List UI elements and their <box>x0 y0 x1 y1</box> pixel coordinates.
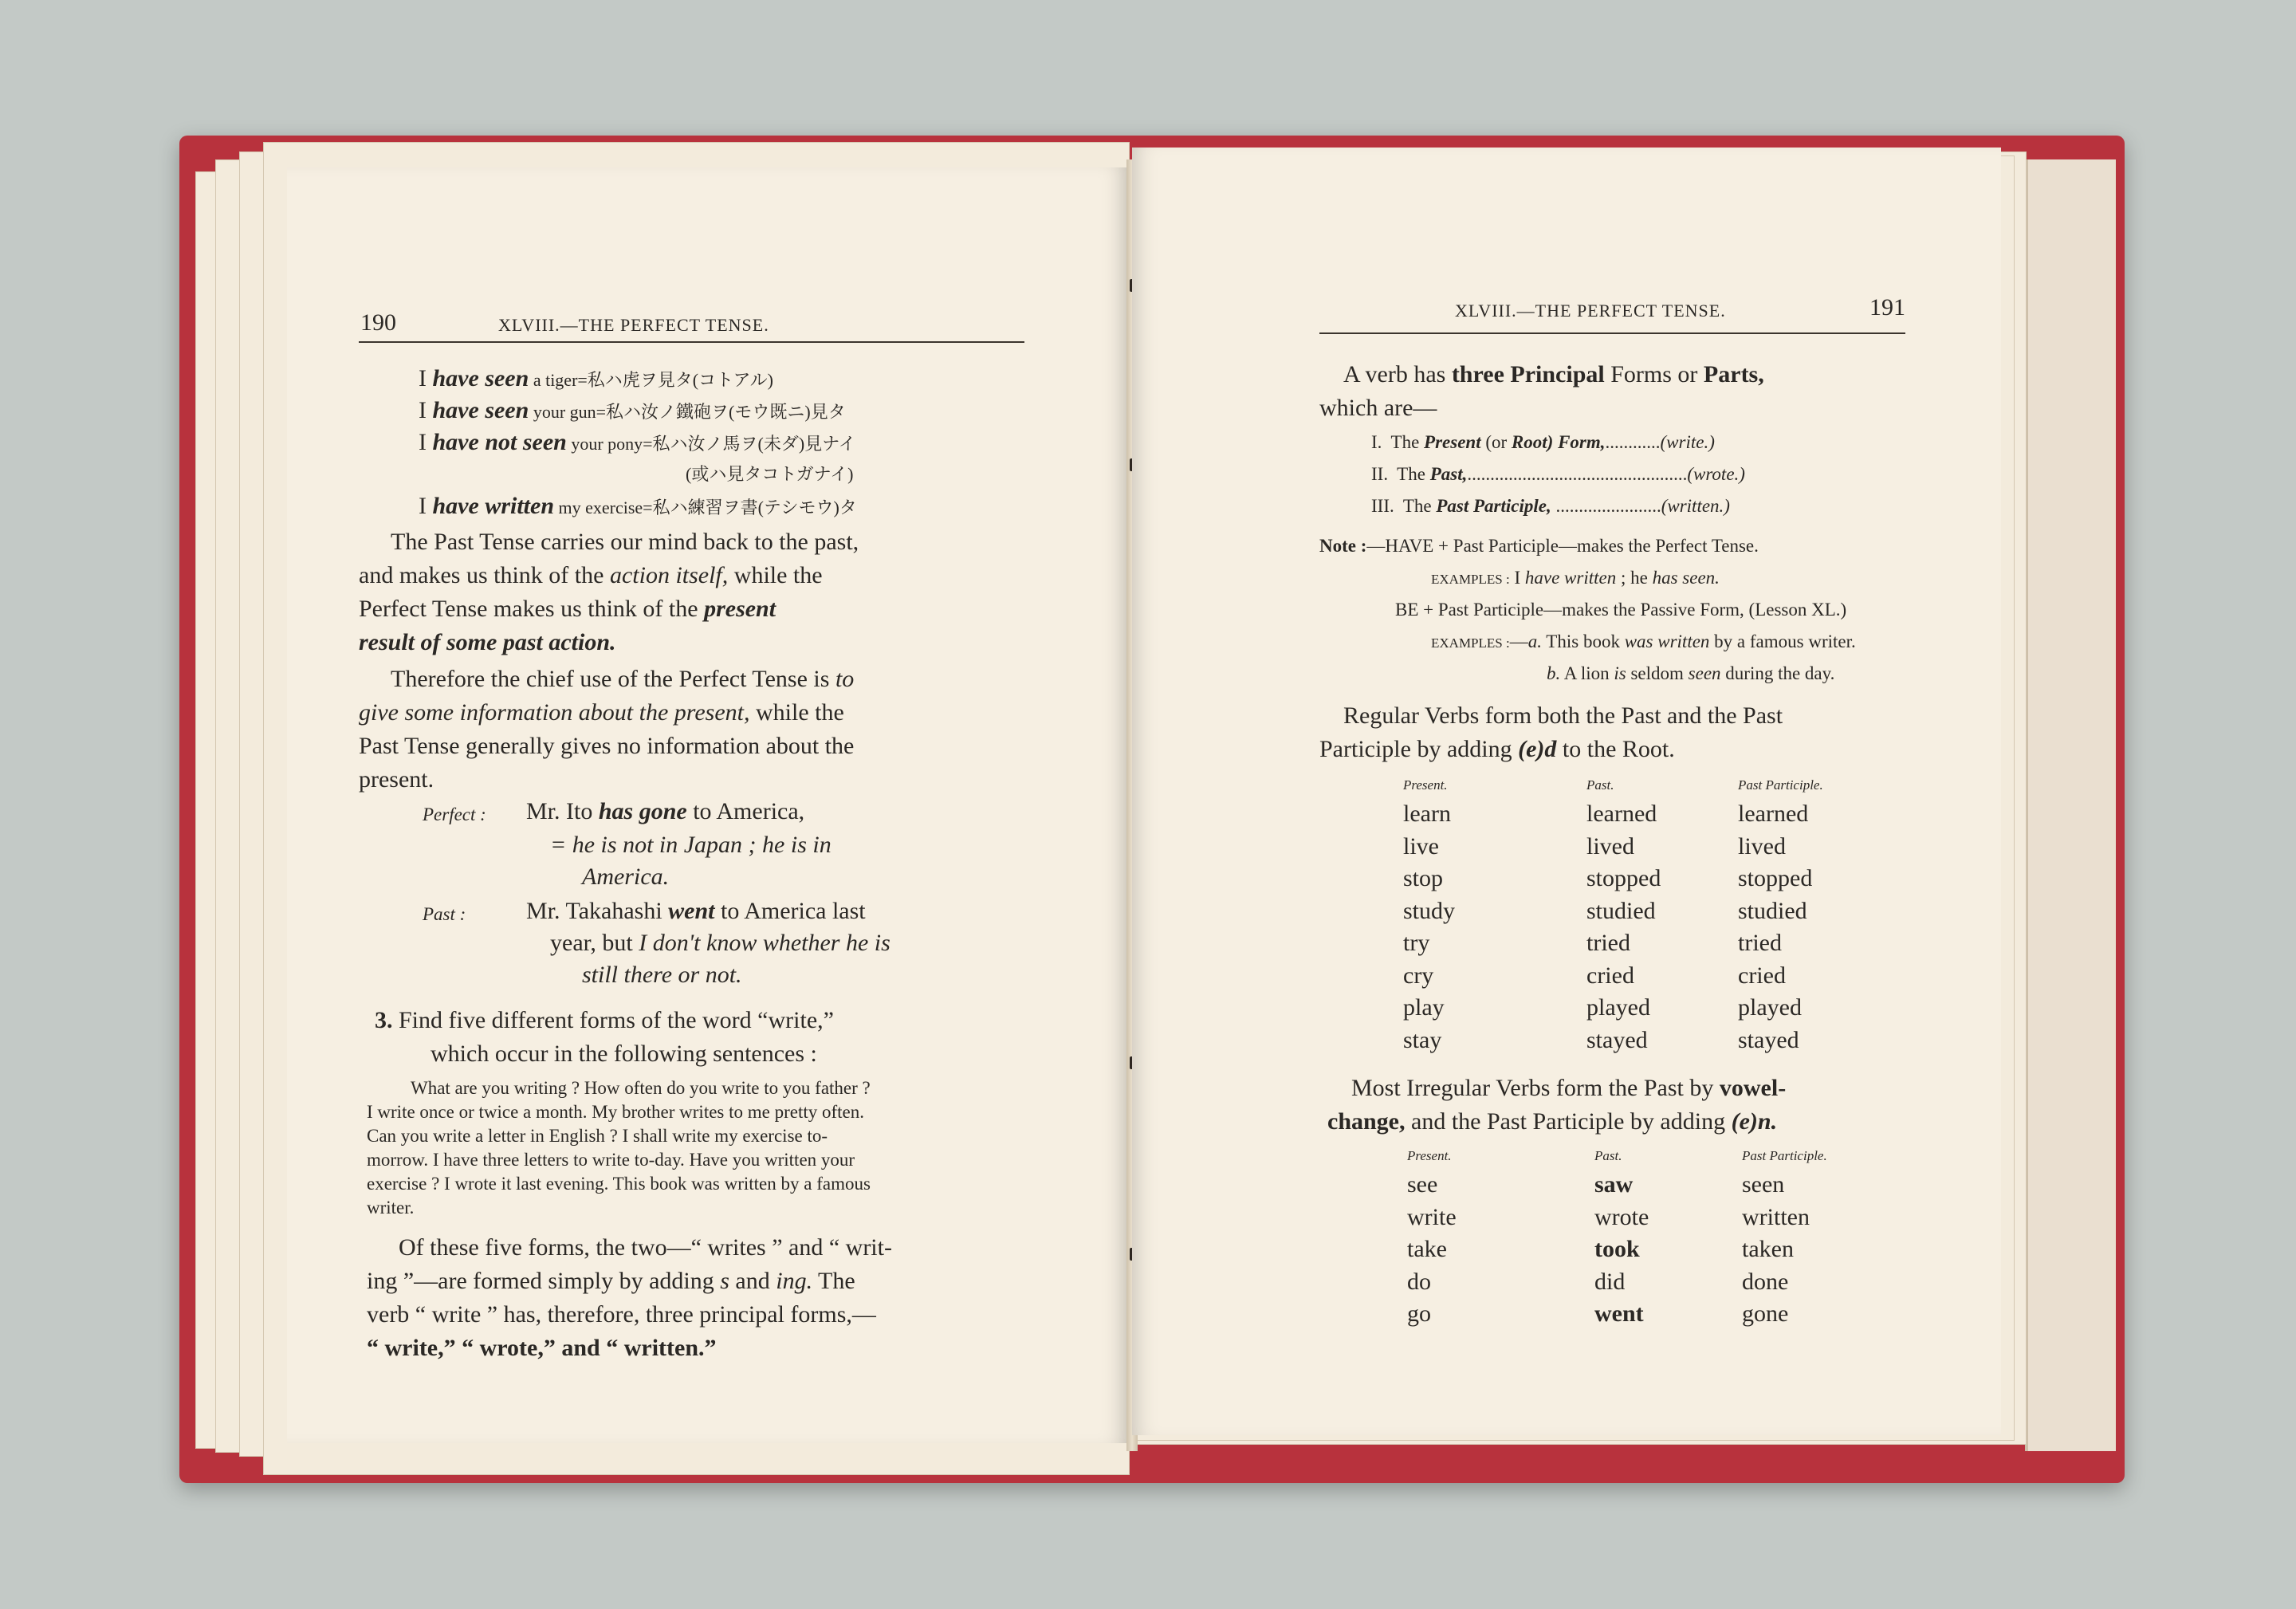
paragraph-line: “ write,” “ wrote,” and “ written.” <box>367 1335 717 1361</box>
table-cell: learned <box>1586 801 1657 827</box>
table-cell: lived <box>1586 832 1634 860</box>
table-cell: stayed <box>1586 1026 1648 1053</box>
intro-line: which are— <box>1319 395 1437 421</box>
table-cell: study <box>1403 897 1456 924</box>
regular-table-present-column <box>1403 777 1455 1056</box>
note-example: b. A lion is seldom seen during the day. <box>1547 663 1835 683</box>
table-cell: went <box>1594 1300 1644 1327</box>
paragraph-line: verb “ write ” has, therefore, three principal forms,— <box>367 1301 876 1328</box>
past-label: Past : <box>423 904 466 924</box>
irregular-table-present-column <box>1407 1148 1457 1331</box>
table-cell: cried <box>1586 962 1634 989</box>
past-example: Mr. Takahashi went to America last <box>526 898 866 924</box>
cover-endpaper-edge <box>2025 159 2116 1451</box>
table-cell: cried <box>1738 962 1786 989</box>
example-line: (或ハ見タコトガナイ) <box>686 464 854 484</box>
perfect-example: America. <box>582 864 670 890</box>
paragraph-line: Most Irregular Verbs form the Past by vowel- <box>1351 1075 1787 1101</box>
perfect-example: Mr. Ito has gone to America, <box>526 798 805 824</box>
table-cell: saw <box>1594 1171 1634 1198</box>
paragraph-line: change, and the Past Participle by adding (e)n. <box>1327 1108 1778 1135</box>
table-cell: written <box>1742 1203 1810 1230</box>
column-header: Past. <box>1594 1148 1622 1163</box>
paragraph-line: Past Tense generally gives no information about the <box>359 733 855 759</box>
table-cell: taken <box>1742 1236 1794 1262</box>
table-cell: done <box>1742 1268 1789 1295</box>
example-line: I have written my exercise=私ハ練習ヲ書(テシモウ)タ <box>419 493 857 519</box>
exercise-heading: 3. Find five different forms of the word “write,” <box>375 1007 834 1033</box>
irregular-table-past-column <box>1594 1148 1649 1331</box>
column-header: Present. <box>1407 1148 1452 1163</box>
table-cell: take <box>1407 1236 1447 1262</box>
intro-line: A verb has three Principal Forms or Parts, <box>1343 361 1764 387</box>
paragraph-line: result of some past action. <box>359 629 616 655</box>
note-line: BE + Past Participle—makes the Passive Form, (Lesson XL.) <box>1395 600 1847 620</box>
sentence-line: What are you writing ? How often do you write to you father ? <box>411 1078 871 1098</box>
example-line: I have not seen your pony=私ハ汝ノ馬ヲ(未ダ)見ナイ <box>419 429 856 455</box>
column-header: Past Participle. <box>1738 777 1823 793</box>
column-header: Present. <box>1403 777 1448 793</box>
table-cell: play <box>1403 994 1445 1021</box>
sentence-line: I write once or twice a month. My brother writes to me pretty often. <box>367 1102 865 1122</box>
exercise-heading: which occur in the following sentences : <box>431 1041 817 1067</box>
table-cell: played <box>1586 994 1650 1021</box>
table-cell: stay <box>1403 1026 1442 1053</box>
table-cell: write <box>1407 1203 1457 1230</box>
column-header: Past. <box>1586 777 1614 793</box>
table-cell: learned <box>1738 801 1809 827</box>
table-cell: cry <box>1403 962 1434 989</box>
running-header: XLVIII.—THE PERFECT TENSE. <box>1455 301 1726 321</box>
left-page <box>287 167 1128 1443</box>
paragraph-line: Participle by adding (e)d to the Root. <box>1319 736 1675 762</box>
principal-form-line: II. The Past,................................................(wrote.) <box>1371 464 1745 484</box>
perfect-example: = he is not in Japan ; he is in <box>550 832 832 858</box>
table-cell: stopped <box>1738 865 1813 891</box>
table-cell: live <box>1403 832 1439 860</box>
page-number: 191 <box>1869 294 1905 321</box>
table-cell: wrote <box>1594 1203 1649 1230</box>
table-cell: go <box>1407 1300 1431 1327</box>
table-cell: studied <box>1586 897 1656 924</box>
regular-table-past-column <box>1586 777 1661 1056</box>
table-cell: learn <box>1403 801 1451 827</box>
principal-form-line: III. The Past Participle, .......................(written.) <box>1371 496 1730 516</box>
sentence-line: exercise ? I wrote it last evening. This book was written by a famous <box>367 1174 871 1194</box>
table-cell: seen <box>1742 1171 1785 1198</box>
sentence-line: Can you write a letter in English ? I shall write my exercise to- <box>367 1126 828 1146</box>
paragraph-line: give some information about the present, while the <box>359 699 844 726</box>
past-example: still there or not. <box>582 962 742 988</box>
table-cell: did <box>1594 1268 1626 1295</box>
table-cell: played <box>1738 994 1802 1021</box>
paragraph-line: and makes us think of the action itself, while the <box>359 562 823 588</box>
column-header: Past Participle. <box>1742 1148 1827 1163</box>
table-cell: gone <box>1742 1300 1789 1327</box>
page-number: 190 <box>360 309 396 336</box>
paragraph-line: present. <box>359 766 434 793</box>
note-example: EXAMPLES :—a. This book was written by a famous writer. <box>1431 631 1856 651</box>
perfect-label: Perfect : <box>423 804 486 824</box>
table-cell: took <box>1594 1236 1640 1262</box>
principal-form-line: I. The Present (or Root) Form,............(write.) <box>1371 432 1715 452</box>
table-cell: do <box>1407 1268 1431 1295</box>
table-cell: see <box>1407 1171 1438 1198</box>
table-cell: stopped <box>1586 865 1661 891</box>
running-header: XLVIII.—THE PERFECT TENSE. <box>498 315 769 335</box>
regular-table-participle-column <box>1738 777 1823 1056</box>
paragraph-line: The Past Tense carries our mind back to the past, <box>391 529 859 555</box>
note-example: EXAMPLES : I have written ; he has seen. <box>1431 568 1720 588</box>
paragraph-line: Of these five forms, the two—“ writes ” and “ writ- <box>399 1234 892 1261</box>
table-cell: tried <box>1738 930 1782 956</box>
table-cell: studied <box>1738 897 1807 924</box>
table-cell: try <box>1403 930 1430 956</box>
sentence-line: morrow. I have three letters to write to-day. Have you written your <box>367 1150 855 1170</box>
past-example: year, but I don't know whether he is <box>550 930 890 956</box>
paragraph-line: ing ”—are formed simply by adding s and ing. The <box>367 1268 855 1294</box>
sentence-line: writer. <box>367 1198 415 1218</box>
paragraph-line: Regular Verbs form both the Past and the Past <box>1343 702 1783 729</box>
table-cell: stop <box>1403 865 1444 891</box>
header-rule <box>1319 332 1905 334</box>
table-cell: lived <box>1738 832 1786 860</box>
header-rule <box>359 341 1024 343</box>
paragraph-line: Therefore the chief use of the Perfect Tense is to <box>391 666 855 692</box>
example-line: I have seen your gun=私ハ汝ノ鐵砲ヲ(モウ既ニ)見タ <box>419 397 846 423</box>
right-page <box>1132 148 2001 1435</box>
paragraph-line: Perfect Tense makes us think of the present <box>359 596 776 622</box>
table-cell: stayed <box>1738 1026 1799 1053</box>
irregular-table-participle-column <box>1742 1148 1827 1331</box>
table-cell: tried <box>1586 930 1630 956</box>
note-line: Note :—HAVE + Past Participle—makes the Perfect Tense. <box>1319 536 1759 556</box>
example-line: I have seen a tiger=私ハ虎ヲ見タ(コトアル) <box>419 365 773 391</box>
